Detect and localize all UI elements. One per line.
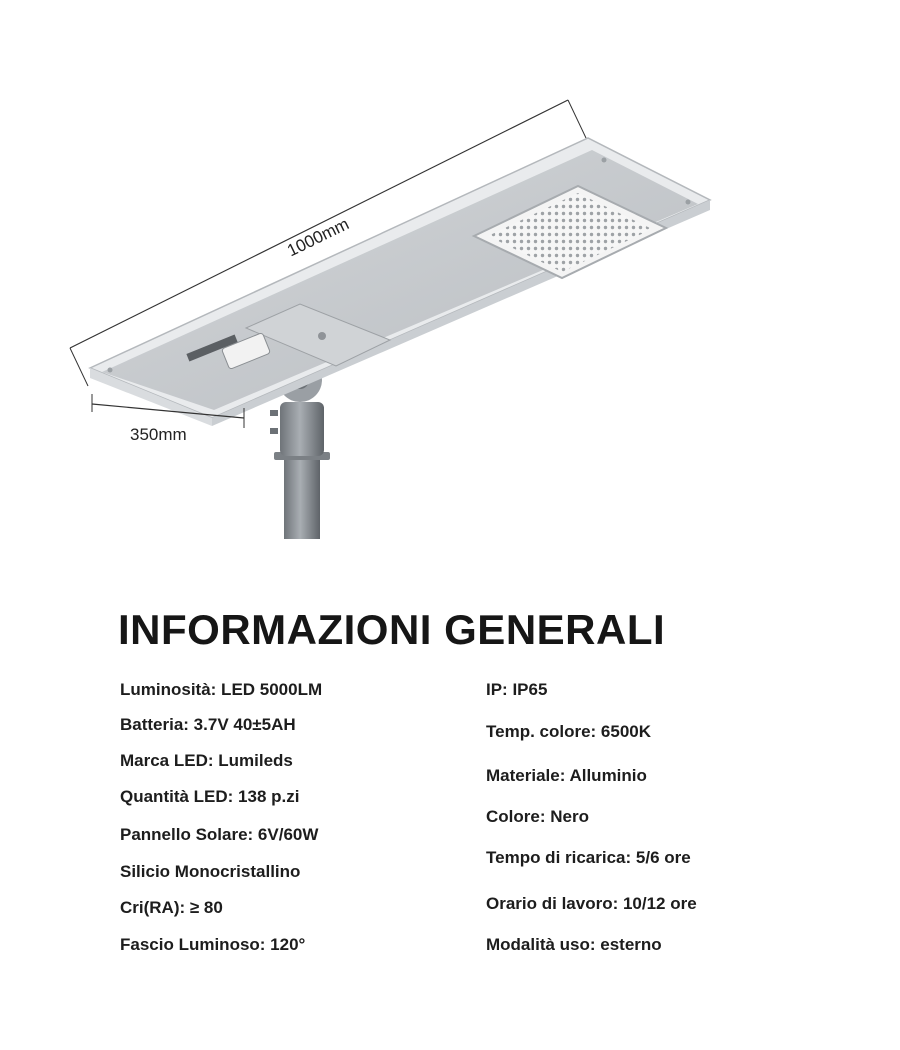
spec-item: Modalità uso: esterno (486, 935, 662, 954)
spec-item: Cri(RA): ≥ 80 (120, 898, 223, 917)
spec-item: Marca LED: Lumileds (120, 751, 293, 770)
spec-item: IP: IP65 (486, 680, 548, 699)
width-label: 350mm (130, 425, 187, 444)
spec-item: Colore: Nero (486, 807, 589, 826)
spec-item: Temp. colore: 6500K (486, 722, 652, 741)
spec-item: Tempo di ricarica: 5/6 ore (486, 848, 691, 867)
length-label: 1000mm (284, 214, 352, 261)
spec-item: Orario di lavoro: 10/12 ore (486, 894, 697, 913)
spec-item: Materiale: Alluminio (486, 766, 647, 785)
spec-item: Silicio Monocristallino (120, 862, 301, 881)
spec-item: Quantità LED: 138 p.zi (120, 787, 300, 806)
spec-item: Luminosità: LED 5000LM (120, 680, 323, 699)
section-title: INFORMAZIONI GENERALI (118, 606, 666, 653)
spec-item: Fascio Luminoso: 120° (120, 935, 306, 954)
spec-item: Batteria: 3.7V 40±5AH (120, 715, 296, 734)
spec-item: Pannello Solare: 6V/60W (120, 825, 319, 844)
solar-panel-body (90, 138, 710, 426)
